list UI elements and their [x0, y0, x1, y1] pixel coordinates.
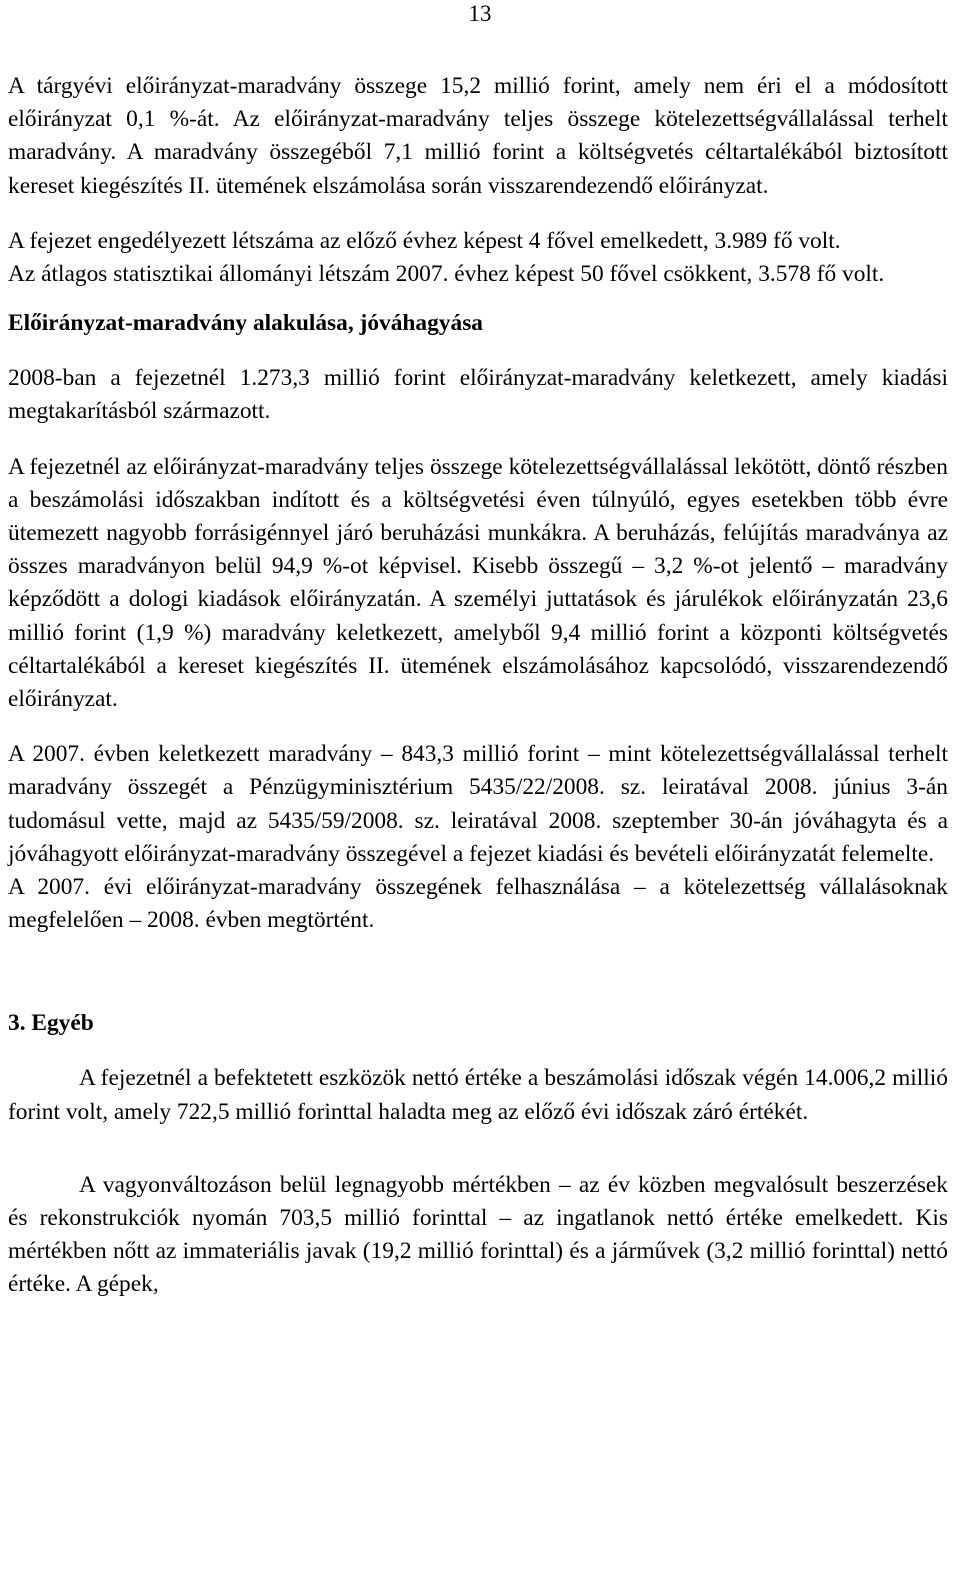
- paragraph-remainder-2008: 2008-ban a fejezetnél 1.273,3 millió forint előirányzat-maradvány keletkezett, amely kiadási megtakarításból származott.: [8, 365, 948, 425]
- document-body: [8, 70, 948, 1302]
- paragraph-asset-changes: A vagyonváltozáson belül legnagyobb mértékben – az év közben megvalósult beszerzések és rekonstrukciók nyomán 703,5 millió forinttal – az ingatlanok nettó értéke emelkedett. Kis mértékben nőtt az immateriális javak (19,2 millió forinttal) és a járművek (3,2 millió forinttal) nettó értéke. A gépek,: [8, 1171, 948, 1298]
- section-heading-other: 3. Egyéb: [8, 1010, 94, 1037]
- paragraph-remainder-breakdown: A fejezetnél az előirányzat-maradvány teljes összege kötelezettségvállalással lekötött, döntő részben a beszámolási időszakban indított és a költségvetési éven túlnyúló, egyes esetekben több évre ütemezett nagyobb forrásigénnyel járó beruházási munkákra. A beruházás, felújítás maradványa az összes maradványon belül 94,9 %-ot képvisel. Kisebb összegű – 3,2 %-ot jelentő – maradvány képződött a dologi kiadások előirányzatán. A személyi juttatások és járulékok előirányzatán 23,6 millió forint (1,9 %) maradvány keletkezett, amelyből 9,4 millió forint a központi költségvetés céltartalékából a kereset kiegészítés II. ütemének elszámolásához kapcsolódó, visszarendezendő előirányzat.: [8, 453, 948, 713]
- paragraph-remainder-summary: A tárgyévi előirányzat-maradvány összege 15,2 millió forint, amely nem éri el a módosított előirányzat 0,1 %-át. Az előirányzat-maradvány teljes összege kötelezettségvállalással terhelt maradvány. A maradvány összegéből 7,1 millió forint a költségvetés céltartalékából biztosított kereset kiegészítés II. ütemének elszámolása során visszarendezendő előirányzat.: [8, 73, 948, 199]
- paragraph-remainder-2007-usage: A 2007. évi előirányzat-maradvány összegének felhasználása – a kötelezettség vállalásoknak megfelelően – 2008. évben megtörtént.: [8, 874, 948, 934]
- paragraph-remainder-2007-approval: A 2007. évben keletkezett maradvány – 843,3 millió forint – mint kötelezettségvállalással terhelt maradvány összegét a Pénzügyminisztérium 5435/22/2008. sz. leiratával 2008. június 3-án tudomásul vette, majd az 5435/59/2008. sz. leiratával 2008. szeptember 30-án jóváhagyta és a jóváhagyott előirányzat-maradvány összegével a fejezet kiadási és bevételi előirányzatát felemelte.: [8, 741, 948, 867]
- paragraph-average-headcount: Az átlagos statisztikai állományi létszám 2007. évhez képest 50 fővel csökkent, 3.578 fő volt.: [8, 261, 885, 288]
- section-heading-remainder: Előirányzat-maradvány alakulása, jóváhagyása: [8, 310, 483, 337]
- page-number: 13: [468, 1, 492, 26]
- paragraph-headcount: A fejezet engedélyezett létszáma az előző évhez képest 4 fővel emelkedett, 3.989 fő volt.: [8, 227, 841, 254]
- paragraph-fixed-assets: A fejezetnél a befektetett eszközök nettó értéke a beszámolási időszak végén 14.006,2 millió forint volt, amely 722,5 millió forinttal haladta meg az előző évi időszak záró értékét.: [8, 1065, 948, 1125]
